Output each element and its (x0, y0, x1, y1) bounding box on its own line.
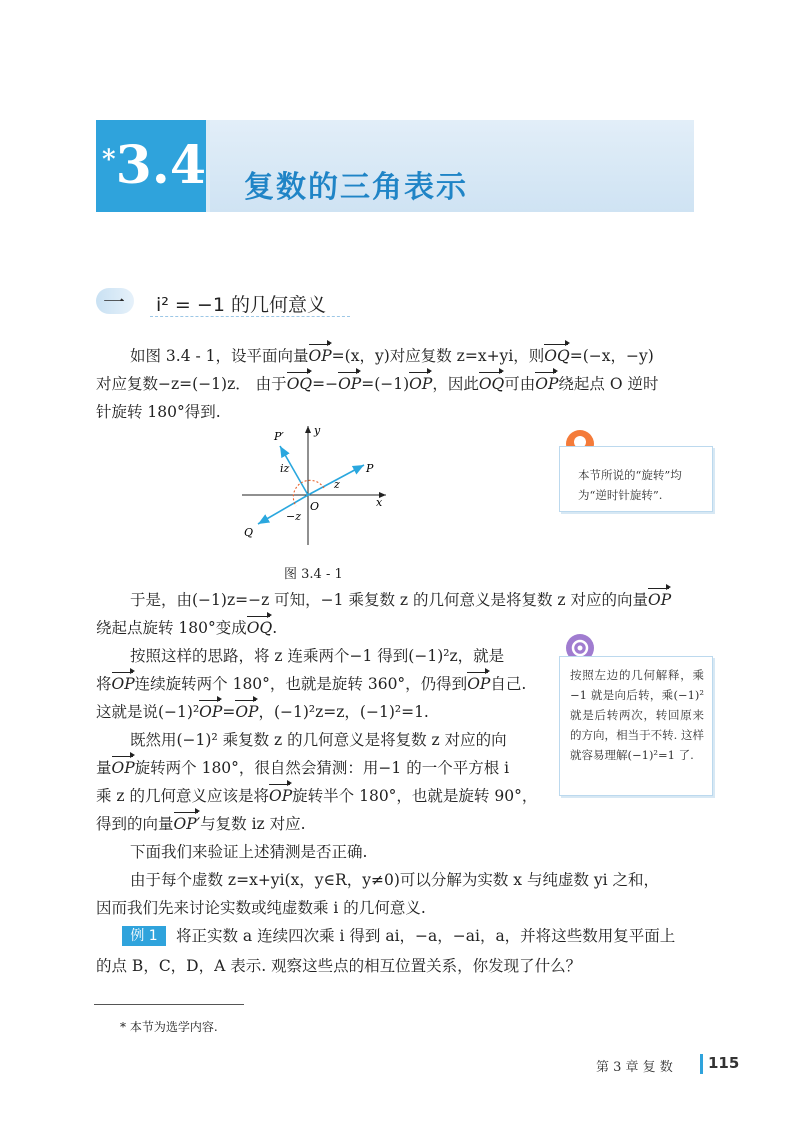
example-label: 例 1 (122, 926, 166, 946)
paragraph-line: 下面我们来验证上述猜测是否正确. (130, 843, 368, 861)
paragraph-line: 因而我们先来讨论实数或纯虚数乘 i 的几何意义. (96, 899, 426, 917)
side-note-explanation: 按照左边的几何解释，乘−1 就是向后转，乘(−1)² 就是后转两次，转回原来的方向，相当于不转. 这样就容易理解(−1)²=1 了. (559, 656, 713, 796)
paragraph-line: 乘 z 的几何意义应该是将OP旋转半个 180°，也就是旋转 90°， (96, 782, 537, 810)
paragraph-line: 针旋转 180°得到. (96, 403, 221, 421)
x-axis-label: x (376, 496, 383, 509)
figure-caption: 图 3.4 - 1 (284, 567, 343, 582)
footnote-rule (94, 1004, 244, 1005)
example-text-line2: 的点 B，C，D，A 表示. 观察这些点的相互位置关系，你发现了什么？ (96, 957, 582, 975)
page-bar (700, 1054, 703, 1074)
rotation-arc (293, 480, 324, 506)
section-title: 复数的三角表示 (244, 170, 468, 205)
point-q-label: Q (244, 526, 254, 539)
footnote: * 本节为选学内容. (120, 1020, 218, 1034)
paragraph-line: 量OP旋转两个 180°，很自然会猜测：用−1 的一个平方根 i (96, 754, 509, 782)
paragraph-line: 按照这样的思路，将 z 连乘两个−1 得到(−1)²z，就是 (130, 647, 505, 665)
vector-iz-label: iz (280, 462, 290, 475)
vector-z-label: z (334, 478, 340, 491)
paragraph-line: 得到的向量OP′与复数 iz 对应. (96, 810, 306, 838)
example-text-line1: 将正实数 a 连续四次乘 i 得到 ai，−a，−ai，a，并将这些数用复平面上 (176, 927, 676, 945)
subsection-title: i² = −1 的几何意义 (156, 294, 326, 316)
paragraph-line: 将OP连续旋转两个 180°，也就是旋转 360°，仍得到OP自己. (96, 670, 526, 698)
paragraph-line: 既然用(−1)² 乘复数 z 的几何意义是将复数 z 对应的向 (130, 731, 507, 749)
paragraph-line: 对应复数−z=(−1)z． 由于OQ=−OP=(−1)OP，因此OQ可由OP绕起点 O 逆时 (96, 370, 658, 398)
chapter-label: 第 3 章 复 数 (596, 1060, 673, 1075)
point-p-prime-label: P′ (274, 430, 284, 443)
complex-plane-figure (236, 420, 406, 550)
subsection-marker: 一 (103, 291, 126, 316)
subsection-underline (150, 316, 350, 317)
section-number: *3.4 (96, 120, 206, 212)
paragraph-line: 由于每个虚数 z=x+yi(x，y∈R，y≠0)可以分解为实数 x 与纯虚数 yi 之和， (130, 871, 660, 889)
side-note-rotation: 本节所说的“旋转”均为“逆时针旋转”. (559, 446, 713, 512)
paragraph-line: 绕起点旋转 180°变成OQ. (96, 614, 277, 642)
paragraph-line: 这就是说(−1)²OP=OP，(−1)²z=z，(−1)²=1. (96, 698, 429, 726)
page-number: 115 (708, 1054, 740, 1072)
y-axis-label: y (314, 424, 321, 437)
point-p-label: P (366, 462, 374, 475)
origin-label: O (310, 500, 320, 513)
vector-neg-z-label: −z (286, 510, 302, 523)
paragraph-line: 于是，由(−1)z=−z 可知，−1 乘复数 z 的几何意义是将复数 z 对应的向量OP (130, 586, 671, 614)
paragraph-line: 如图 3.4 - 1，设平面向量OP=(x，y)对应复数 z=x+yi，则OQ=(−x，−y) (130, 342, 654, 370)
